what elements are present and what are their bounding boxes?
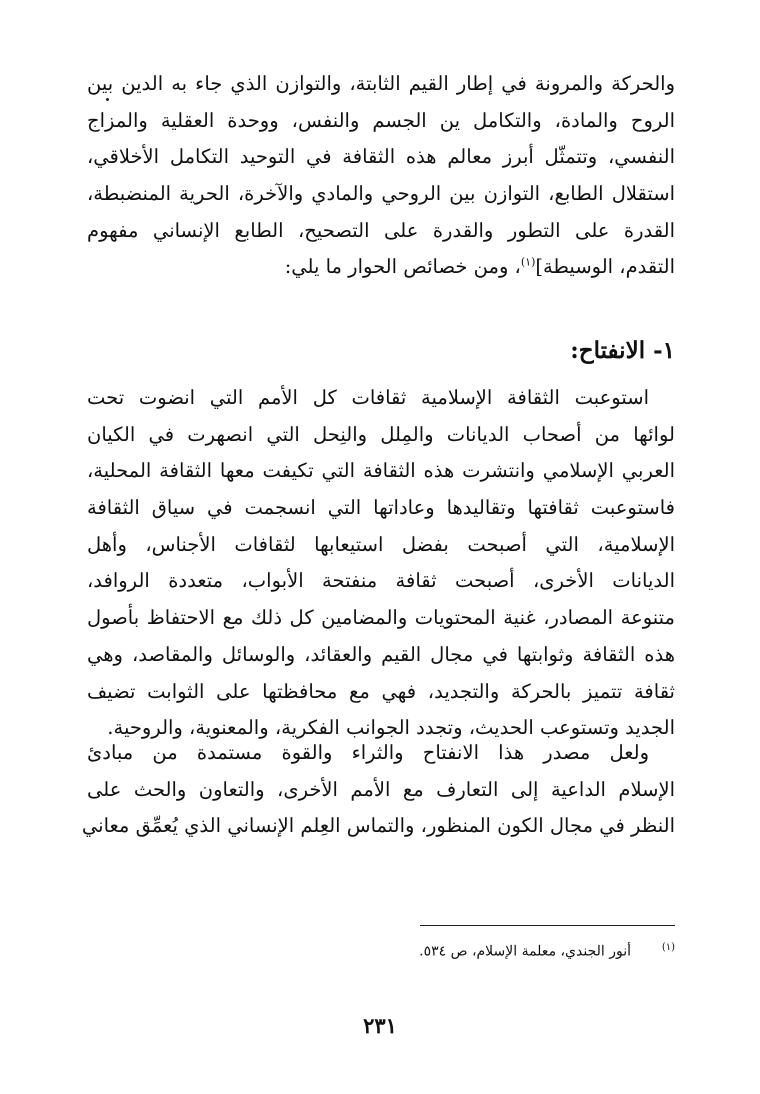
paragraph-line: ولعل مصدر هذا الانفتاح والثراء والقوة مستمدة من مبادئ bbox=[87, 741, 649, 764]
paragraph-line: الإسلامية، التي أصبحت بفضل استيعابها لثقافات الأجناس، وأهل bbox=[87, 532, 675, 556]
paragraph-line: استقلال الطابع، التوازن بين الروحي والمادي والآخرة، الحرية المنضبطة، bbox=[87, 182, 675, 206]
line-text: التقدم، الوسيطة] bbox=[535, 255, 675, 279]
paragraph-last-line bbox=[87, 249, 675, 286]
line-text: ، ومن خصائص الحوار ما يلي: bbox=[284, 255, 521, 279]
footnote-text: أنور الجندي، معلمة الإسلام، ص ٥٣٤. bbox=[419, 943, 631, 960]
paragraph-line: النظر في مجال الكون المنظور، والتماس العِلم الإنساني الذي يُعمِّق معاني bbox=[81, 814, 675, 838]
paragraph-line: استوعبت الثقافة الإسلامية ثقافات كل الأمم التي انضوت تحت bbox=[87, 386, 649, 409]
paragraph-line: العربي الإسلامي وانتشرت هذه الثقافة التي تكيفت معها الثقافة المحلية، bbox=[87, 459, 675, 483]
paragraph-line: الإسلام الداعية إلى التعارف مع الأمم الأخرى، والتعاون والحث على bbox=[87, 777, 675, 801]
paragraph-main bbox=[87, 380, 675, 747]
footnote-reference[interactable]: (١) bbox=[520, 255, 536, 269]
paragraph-line: متنوعة المصادر، غنية المحتويات والمضامين كل ذلك مع الاحتفاظ بأصول bbox=[87, 606, 675, 630]
footnote-marker: (١) bbox=[661, 942, 675, 953]
paragraph-line: هذه الثقافة وثوابتها في مجال القيم والعقائد، والوسائل والمقاصد، وهي bbox=[87, 642, 675, 666]
footnote-divider bbox=[420, 925, 675, 926]
paragraph-line: والحركة والمرونة في إطار القيم الثابتة، والتوازن الذي جاء به الدين بين bbox=[87, 72, 675, 95]
section-heading: ١- الانفتاح: bbox=[570, 337, 675, 364]
paragraph-line: ثقافة تتميز بالحركة والتجديد، فهي مع محافظتها على الثوابت تضيف bbox=[87, 679, 675, 703]
paragraph-line: القدرة على التطور والقدرة على التصحيح، الطابع الإنساني مفهوم bbox=[87, 218, 675, 242]
page-number: ٢٣١ bbox=[363, 1013, 397, 1038]
paragraph-line: النفسي، وتتمثّل أبرز معالم هذه الثقافة في التوحيد التكامل الأخلاقي، bbox=[87, 145, 675, 169]
paragraph-line: فاستوعبت ثقافتها وتقاليدها وعاداتها التي انسجمت في سياق الثقافة bbox=[87, 496, 675, 520]
footnote bbox=[87, 936, 675, 964]
paragraph-line: الجديد وتستوعب الحديث، وتجدد الجوانب الفكرية، والمعنوية، والروحية. bbox=[107, 716, 675, 740]
paragraph-second bbox=[81, 735, 675, 845]
paragraph-line: لوائها من أصحاب الديانات والمِلل والنِحل التي انصهرت في الكيان bbox=[87, 422, 675, 446]
paragraph-top bbox=[87, 66, 675, 286]
paragraph-line: الديانات الأخرى، أصبحت ثقافة منفتحة الأبواب، متعددة الروافد، bbox=[87, 569, 675, 593]
paragraph-line: الروح والمادة، والتكامل ين الجسم والنفس، ووحدة العقلية والمزاج bbox=[87, 108, 675, 132]
